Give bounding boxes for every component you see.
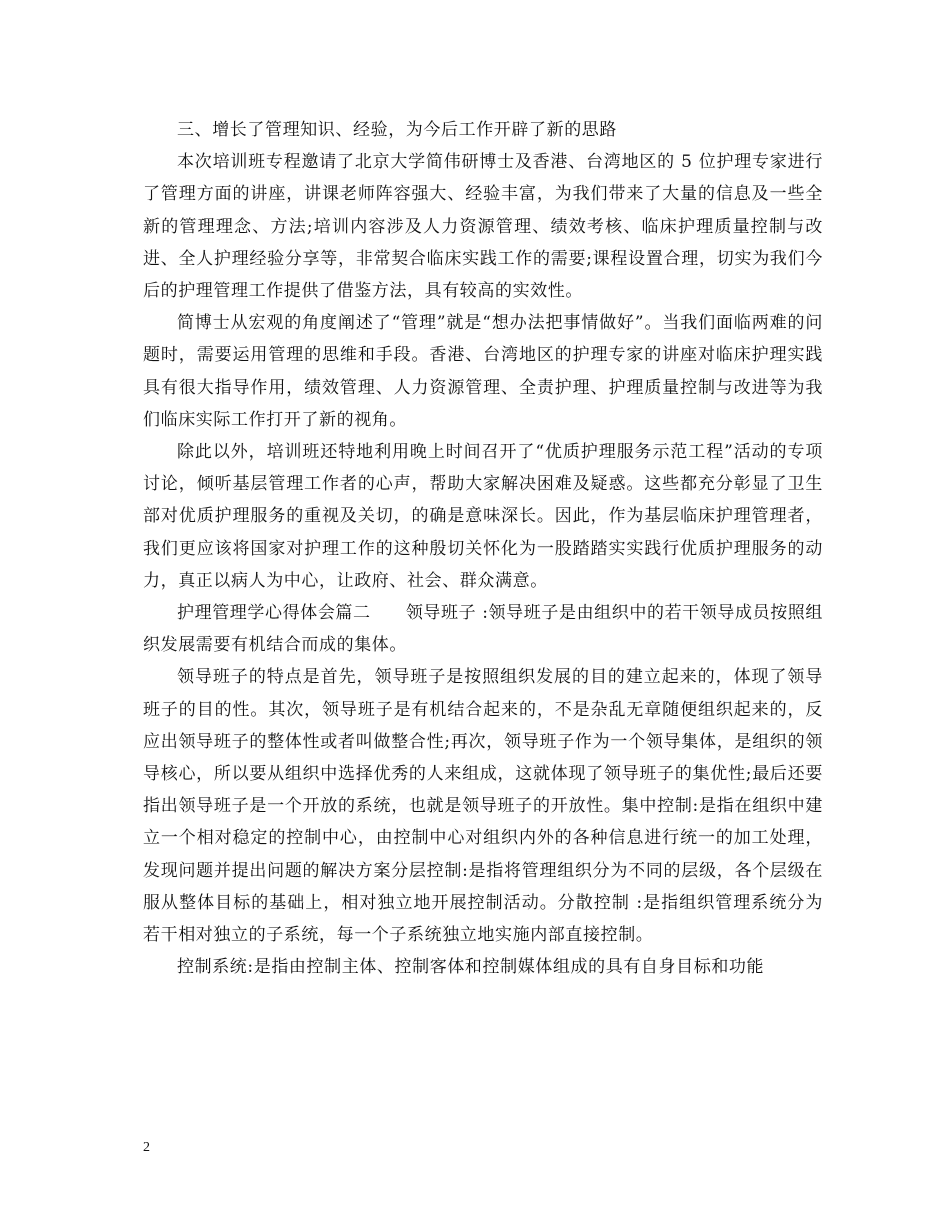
page-number: 2 bbox=[143, 1140, 150, 1155]
paragraph: 领导班子的特点是首先，领导班子是按照组织发展的目的建立起来的，体现了领导班子的目的性。其次，领导班子是有机结合起来的，不是杂乱无章随便组织起来的，反应出领导班子的整体性或者叫做整合性;再次，领导班子作为一个领导集体，是组织的领导核心，所以要从组织中选择优秀的人来组成，这就体现了领导班子的集优性;最后还要指出领导班子是一个开放的系统，也就是领导班子的开放性。集中控制:是指在组织中建立一个相对稳定的控制中心，由控制中心对组织内外的各种信息进行统一的加工处理，发现问题并提出问题的解决方案分层控制:是指将管理组织分为不同的层级，各个层级在服从整体目标的基础上，相对独立地开展控制活动。分散控制 :是指组织管理系统分为若干相对独立的子系统，每一个子系统独立地实施内部直接控制。 bbox=[143, 667, 823, 946]
section-heading: 三、增长了管理知识、经验，为今后工作开辟了新的思路 bbox=[177, 120, 617, 140]
paragraph: 本次培训班专程邀请了北京大学简伟研博士及香港、台湾地区的 5 位护理专家进行了管理方面的讲座，讲课老师阵容强大、经验丰富，为我们带来了大量的信息及一些全新的管理理念、方法;培训内容涉及人力资源管理、绩效考核、临床护理质量控制与改进、全人护理经验分享等，非常契合临床实践工作的需要;课程设置合理，切实为我们今后的护理管理工作提供了借鉴方法，具有较高的实效性。 bbox=[143, 152, 823, 302]
paragraph: 护理管理学心得体会篇二 领导班子 :领导班子是由组织中的若干领导成员按照组织发展需要有机结合而成的集体。 bbox=[143, 603, 823, 656]
paragraph: 除此以外，培训班还特地利用晚上时间召开了“优质护理服务示范工程”活动的专项讨论，倾听基层管理工作者的心声，帮助大家解决困难及疑惑。这些都充分彰显了卫生部对优质护理服务的重视及关切，的确是意味深长。因此，作为基层临床护理管理者，我们更应该将国家对护理工作的这种殷切关怀化为一股踏踏实实践行优质护理服务的动力，真正以病人为中心，让政府、社会、群众满意。 bbox=[143, 442, 823, 591]
paragraph: 简博士从宏观的角度阐述了“管理”就是“想办法把事情做好”。当我们面临两难的问题时，需要运用管理的思维和手段。香港、台湾地区的护理专家的讲座对临床护理实践具有很大指导作用，绩效管理、人力资源管理、全责护理、护理质量控制与改进等为我们临床实际工作打开了新的视角。 bbox=[143, 313, 823, 430]
document-body bbox=[143, 114, 823, 983]
paragraph: 控制系统:是指由控制主体、控制客体和控制媒体组成的具有自身目标和功能 bbox=[177, 957, 765, 978]
